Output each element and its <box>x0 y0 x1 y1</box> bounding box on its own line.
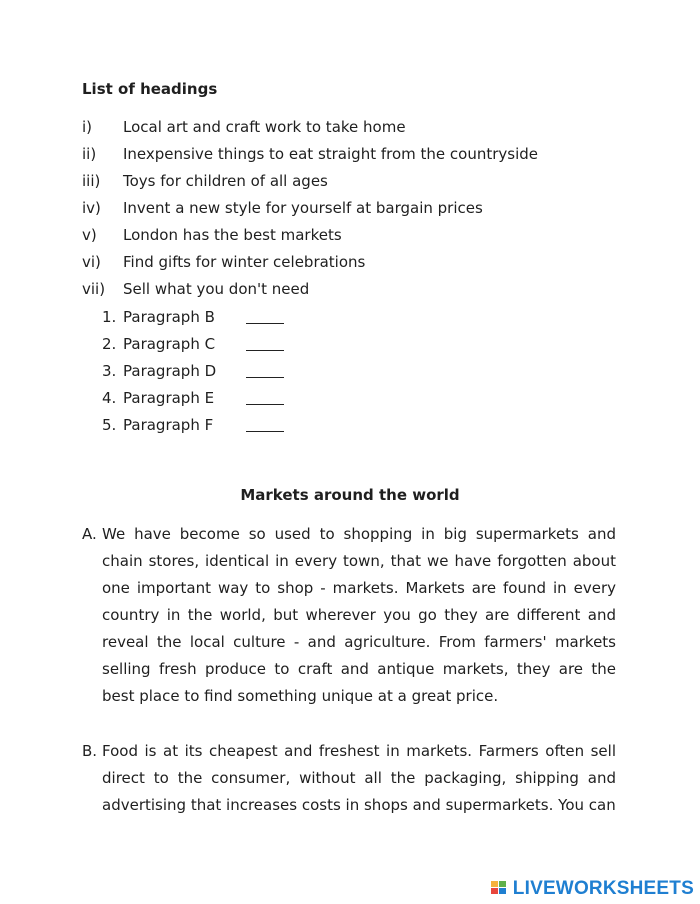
paragraph-text: We have become so used to shopping in big supermarkets and chain stores, identical in every town, that we have forgotten about one important way to shop - markets. Markets are found in every country in the world, but wherever you go they are different and reveal the local culture - and agriculture. From farmers' markets selling fresh produce to craft and antique markets, they are the best place to find something unique at a great price. <box>102 525 616 705</box>
heading-item <box>82 143 538 170</box>
answer-label: Paragraph E <box>123 389 215 407</box>
heading-number: v) <box>82 226 97 244</box>
paragraph-a <box>82 521 616 710</box>
answer-label: Paragraph F <box>123 416 214 434</box>
paragraph-text: Food is at its cheapest and freshest in markets. Farmers often sell direct to the consumer, without all the packaging, shipping and advertising that increases costs in shops and supermarkets. You can <box>102 742 616 814</box>
answer-number: 1. <box>102 308 117 326</box>
heading-number: vii) <box>82 280 106 298</box>
paragraph-letter: B. <box>82 742 98 760</box>
answer-label: Paragraph B <box>123 308 215 326</box>
heading-text: Inexpensive things to eat straight from the countryside <box>123 145 539 163</box>
answer-list <box>102 306 284 441</box>
paragraph-b <box>82 738 616 819</box>
heading-number: vi) <box>82 253 101 271</box>
answer-blank-b[interactable] <box>246 306 284 324</box>
list-of-headings-title: List of headings <box>82 80 218 98</box>
heading-item <box>82 278 538 305</box>
heading-item <box>82 224 538 251</box>
heading-item <box>82 116 538 143</box>
answer-row <box>102 387 284 414</box>
answer-row <box>102 333 284 360</box>
answer-blank-f[interactable] <box>246 414 284 432</box>
answer-blank-e[interactable] <box>246 387 284 405</box>
heading-number: iii) <box>82 172 101 190</box>
answer-label: Paragraph C <box>123 335 216 353</box>
reading-title: Markets around the world <box>240 486 460 504</box>
answer-label: Paragraph D <box>123 362 217 380</box>
liveworksheets-logo-icon <box>491 881 511 898</box>
answer-blank-c[interactable] <box>246 333 284 351</box>
heading-text: Find gifts for winter celebrations <box>123 253 366 271</box>
answer-row <box>102 414 284 441</box>
heading-text: Sell what you don't need <box>123 280 310 298</box>
liveworksheets-brand[interactable] <box>491 878 694 900</box>
answer-row <box>102 360 284 387</box>
heading-number: ii) <box>82 145 97 163</box>
heading-text: London has the best markets <box>123 226 342 244</box>
answer-number: 3. <box>102 362 117 380</box>
heading-text: Invent a new style for yourself at bargain prices <box>123 199 483 217</box>
brand-name: LIVEWORKSHEETS <box>512 878 694 899</box>
heading-item <box>82 170 538 197</box>
headings-list <box>82 116 538 305</box>
heading-item <box>82 197 538 224</box>
heading-item <box>82 251 538 278</box>
answer-row <box>102 306 284 333</box>
heading-text: Toys for children of all ages <box>123 172 328 190</box>
heading-text: Local art and craft work to take home <box>123 118 406 136</box>
heading-number: iv) <box>82 199 101 217</box>
answer-blank-d[interactable] <box>246 360 284 378</box>
answer-number: 2. <box>102 335 117 353</box>
heading-number: i) <box>82 118 93 136</box>
answer-number: 4. <box>102 389 117 407</box>
paragraph-letter: A. <box>82 525 97 543</box>
answer-number: 5. <box>102 416 117 434</box>
